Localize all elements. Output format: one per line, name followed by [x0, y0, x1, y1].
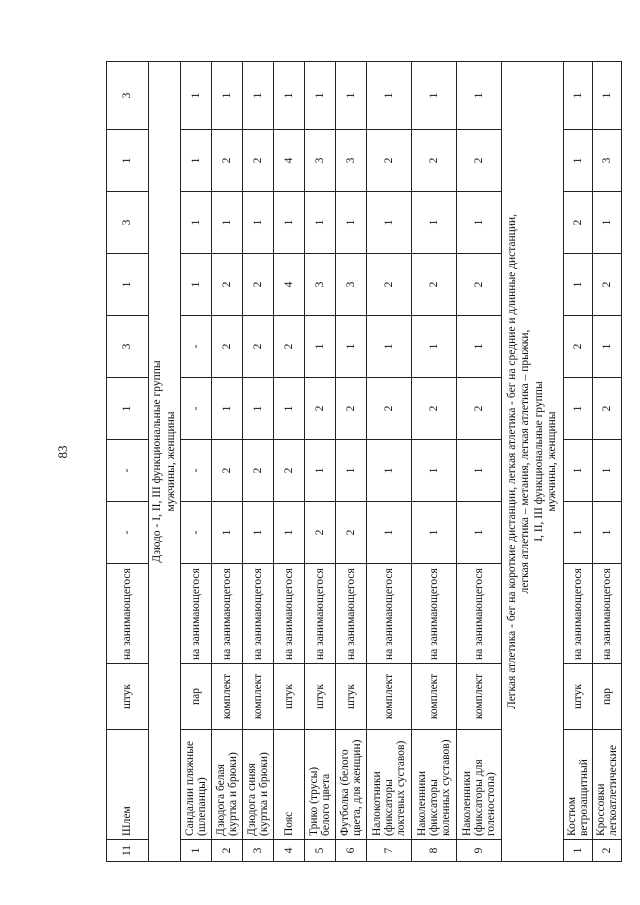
- quantity-cell: 1: [564, 378, 593, 440]
- quantity-cell: 1: [305, 316, 336, 378]
- unit-of-measure: комплект: [243, 664, 274, 730]
- quantity-cell: 1: [367, 316, 412, 378]
- quantity-cell: 1: [412, 192, 457, 254]
- quantity-cell: 1: [107, 254, 149, 316]
- quantity-cell: 1: [243, 62, 274, 130]
- row-number: 1: [564, 840, 593, 862]
- per-unit: на занимающегося: [336, 564, 367, 664]
- item-name: Налокотники (фиксаторы локтевых суставов): [367, 730, 412, 840]
- quantity-cell: 1: [212, 502, 243, 564]
- table-row: [212, 62, 243, 862]
- row-number: 6: [336, 840, 367, 862]
- quantity-cell: 2: [212, 254, 243, 316]
- per-unit: на занимающегося: [564, 564, 593, 664]
- quantity-cell: 2: [243, 254, 274, 316]
- quantity-cell: 1: [564, 440, 593, 502]
- item-name: Сандалии пляжные (шлепанцы): [181, 730, 212, 840]
- unit-of-measure: пар: [181, 664, 212, 730]
- per-unit: на занимающегося: [593, 564, 622, 664]
- unit-of-measure: комплект: [412, 664, 457, 730]
- per-unit: на занимающегося: [274, 564, 305, 664]
- quantity-cell: 3: [336, 130, 367, 192]
- quantity-cell: 1: [564, 62, 593, 130]
- quantity-cell: 1: [181, 254, 212, 316]
- unit-of-measure: штук: [274, 664, 305, 730]
- quantity-cell: 1: [367, 502, 412, 564]
- item-name: Наколенники (фиксаторы коленных суставов): [412, 730, 457, 840]
- quantity-cell: 1: [412, 62, 457, 130]
- row-number: 8: [412, 840, 457, 862]
- item-name: Пояс: [274, 730, 305, 840]
- section-header-line: I, II, III функциональные группы: [532, 381, 545, 542]
- per-unit: на занимающегося: [367, 564, 412, 664]
- quantity-cell: 1: [457, 440, 502, 502]
- quantity-cell: 2: [212, 316, 243, 378]
- quantity-cell: 1: [336, 62, 367, 130]
- quantity-cell: 3: [107, 192, 149, 254]
- item-name: Шлем: [107, 730, 149, 840]
- quantity-cell: 2: [212, 130, 243, 192]
- row-number: 2: [212, 840, 243, 862]
- per-unit: на занимающегося: [412, 564, 457, 664]
- row-number: 3: [243, 840, 274, 862]
- quantity-cell: 1: [412, 440, 457, 502]
- rotated-table-container: [106, 62, 619, 862]
- quantity-cell: 1: [243, 378, 274, 440]
- quantity-cell: 2: [412, 254, 457, 316]
- quantity-cell: 1: [564, 254, 593, 316]
- item-name: Футболка (белого цвета, для женщин): [336, 730, 367, 840]
- quantity-cell: 1: [243, 192, 274, 254]
- quantity-cell: 2: [367, 130, 412, 192]
- per-unit: на занимающегося: [181, 564, 212, 664]
- quantity-cell: 3: [593, 130, 622, 192]
- table-row: [564, 62, 593, 862]
- unit-of-measure: пар: [593, 664, 622, 730]
- quantity-cell: 1: [305, 440, 336, 502]
- quantity-cell: 2: [593, 254, 622, 316]
- quantity-cell: 1: [305, 62, 336, 130]
- per-unit: на занимающегося: [457, 564, 502, 664]
- quantity-cell: 2: [274, 316, 305, 378]
- quantity-cell: 1: [593, 192, 622, 254]
- quantity-cell: 1: [367, 62, 412, 130]
- section-header-line: мужчины, женщины: [164, 411, 177, 512]
- table-row: [367, 62, 412, 862]
- quantity-cell: 1: [181, 130, 212, 192]
- quantity-cell: 1: [457, 62, 502, 130]
- quantity-cell: -: [181, 440, 212, 502]
- quantity-cell: 1: [107, 130, 149, 192]
- quantity-cell: 2: [367, 378, 412, 440]
- quantity-cell: 1: [412, 502, 457, 564]
- section-header-line: Легкая атлетика - бег на короткие дистанции, легкая атлетика - бег на средние и длинные дистанции,: [506, 213, 519, 710]
- quantity-cell: 2: [564, 192, 593, 254]
- quantity-cell: 2: [243, 130, 274, 192]
- equipment-table: [106, 61, 622, 862]
- quantity-cell: 1: [181, 192, 212, 254]
- quantity-cell: 2: [212, 440, 243, 502]
- unit-of-measure: штук: [107, 664, 149, 730]
- quantity-cell: 2: [243, 440, 274, 502]
- quantity-cell: 3: [107, 316, 149, 378]
- quantity-cell: 1: [274, 62, 305, 130]
- unit-of-measure: штук: [336, 664, 367, 730]
- quantity-cell: 3: [336, 254, 367, 316]
- quantity-cell: 1: [243, 502, 274, 564]
- item-name: Дзюдога белая (куртка и брюки): [212, 730, 243, 840]
- quantity-cell: 4: [274, 254, 305, 316]
- quantity-cell: 1: [274, 378, 305, 440]
- quantity-cell: 1: [336, 192, 367, 254]
- table-row: [593, 62, 622, 862]
- item-name: Наколенники (фиксаторы для голеностопа): [457, 730, 502, 840]
- quantity-cell: -: [107, 440, 149, 502]
- quantity-cell: 2: [457, 130, 502, 192]
- item-name: Трико (трусы) белого цвета: [305, 730, 336, 840]
- quantity-cell: -: [107, 502, 149, 564]
- unit-of-measure: комплект: [212, 664, 243, 730]
- quantity-cell: 2: [412, 378, 457, 440]
- quantity-cell: 1: [212, 192, 243, 254]
- quantity-cell: 2: [367, 254, 412, 316]
- table-row: [107, 62, 149, 862]
- quantity-cell: 2: [457, 378, 502, 440]
- table-row: [181, 62, 212, 862]
- unit-of-measure: комплект: [367, 664, 412, 730]
- quantity-cell: 2: [336, 378, 367, 440]
- quantity-cell: 1: [336, 316, 367, 378]
- row-number: 2: [593, 840, 622, 862]
- quantity-cell: -: [181, 316, 212, 378]
- section-header-row: [149, 62, 181, 862]
- quantity-cell: 2: [243, 316, 274, 378]
- quantity-cell: -: [181, 502, 212, 564]
- section-header: [502, 62, 564, 862]
- quantity-cell: 3: [305, 254, 336, 316]
- quantity-cell: 1: [593, 62, 622, 130]
- unit-of-measure: штук: [305, 664, 336, 730]
- quantity-cell: 1: [457, 316, 502, 378]
- unit-of-measure: комплект: [457, 664, 502, 730]
- table-row: [457, 62, 502, 862]
- row-number: 1: [181, 840, 212, 862]
- quantity-cell: 1: [212, 62, 243, 130]
- page-number: 83: [55, 445, 70, 459]
- quantity-cell: 1: [367, 440, 412, 502]
- quantity-cell: 1: [212, 378, 243, 440]
- quantity-cell: 1: [107, 378, 149, 440]
- quantity-cell: 2: [305, 378, 336, 440]
- quantity-cell: 2: [336, 502, 367, 564]
- quantity-cell: 1: [367, 192, 412, 254]
- section-header-line: мужчины, женщины: [545, 411, 558, 512]
- quantity-cell: 1: [305, 192, 336, 254]
- row-number: 11: [107, 840, 149, 862]
- quantity-cell: 2: [412, 130, 457, 192]
- quantity-cell: 2: [564, 316, 593, 378]
- quantity-cell: 2: [593, 378, 622, 440]
- item-name: Кроссовки легкоатлетические: [593, 730, 622, 840]
- quantity-cell: 1: [274, 192, 305, 254]
- unit-of-measure: штук: [564, 664, 593, 730]
- item-name: Дзюдога синяя (куртка и брюки): [243, 730, 274, 840]
- quantity-cell: 1: [593, 440, 622, 502]
- quantity-cell: 1: [274, 502, 305, 564]
- quantity-cell: 1: [593, 316, 622, 378]
- section-header-line: Дзюдо - I, II, III функциональные группы: [151, 360, 164, 563]
- row-number: 9: [457, 840, 502, 862]
- table-row: [305, 62, 336, 862]
- per-unit: на занимающегося: [243, 564, 274, 664]
- section-header-row: [502, 62, 564, 862]
- table-row: [412, 62, 457, 862]
- quantity-cell: 1: [564, 130, 593, 192]
- quantity-cell: 1: [457, 192, 502, 254]
- section-header-line: легкая атлетика – метания, легкая атлетика – прыжки,: [519, 329, 532, 594]
- quantity-cell: -: [181, 378, 212, 440]
- quantity-cell: 1: [181, 62, 212, 130]
- table-row: [336, 62, 367, 862]
- per-unit: на занимающегося: [305, 564, 336, 664]
- quantity-cell: 4: [274, 130, 305, 192]
- quantity-cell: 1: [593, 502, 622, 564]
- quantity-cell: 2: [274, 440, 305, 502]
- quantity-cell: 1: [564, 502, 593, 564]
- per-unit: на занимающегося: [107, 564, 149, 664]
- table-row: [274, 62, 305, 862]
- row-number: 7: [367, 840, 412, 862]
- table-row: [243, 62, 274, 862]
- quantity-cell: 1: [457, 502, 502, 564]
- section-header: [149, 62, 181, 862]
- quantity-cell: 2: [457, 254, 502, 316]
- quantity-cell: 2: [305, 502, 336, 564]
- quantity-cell: 1: [412, 316, 457, 378]
- quantity-cell: 3: [305, 130, 336, 192]
- item-name: Костюм ветрозащитный: [564, 730, 593, 840]
- row-number: 5: [305, 840, 336, 862]
- quantity-cell: 3: [107, 62, 149, 130]
- row-number: 4: [274, 840, 305, 862]
- per-unit: на занимающегося: [212, 564, 243, 664]
- quantity-cell: 1: [336, 440, 367, 502]
